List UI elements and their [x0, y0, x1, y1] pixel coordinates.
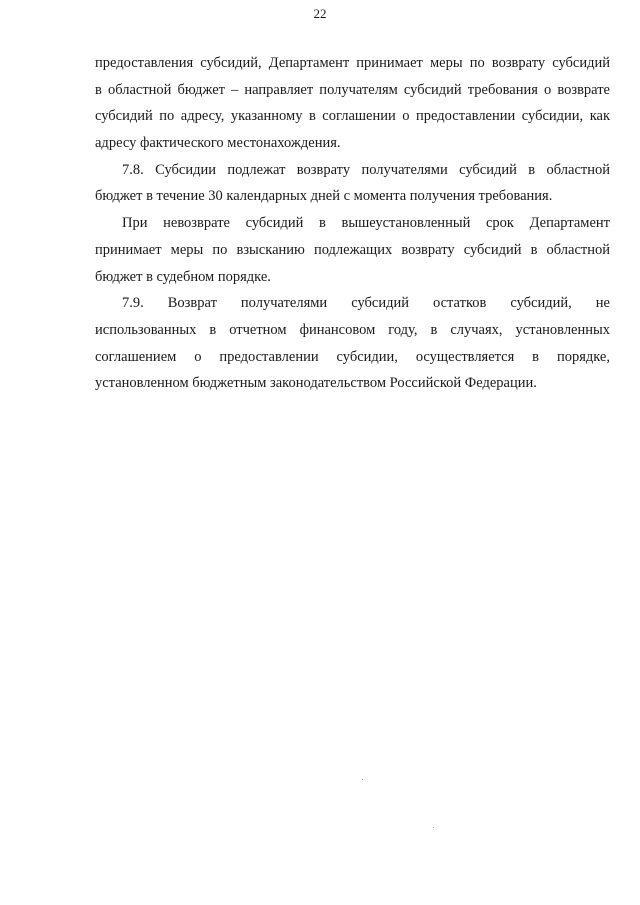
document-body — [95, 50, 610, 397]
text-line: 7.8. Субсидии подлежат возврату получателями субсидий в областной — [122, 161, 610, 178]
text-line: в областной бюджет – направляет получателям субсидий требования о возврате — [95, 81, 610, 98]
text-line: бюджет в течение 30 календарных дней с момента получения требования. — [95, 188, 553, 205]
page-number: 22 — [313, 6, 327, 21]
text-line: предоставления субсидий, Департамент принимает меры по возврату субсидий — [95, 55, 610, 71]
paragraph-clause-7-8 — [95, 157, 610, 210]
text-line: соглашением о предоставлении субсидии, осуществляется в порядке, — [95, 348, 610, 365]
text-line: принимает меры по взысканию подлежащих возврату субсидий в областной — [95, 241, 610, 258]
text-line: использованных в отчетном финансовом году, в случаях, установленных — [95, 321, 610, 338]
text-line: адресу фактического местонахождения. — [95, 135, 341, 152]
text-line: При невозврате субсидий в вышеустановленный срок Департамент — [122, 215, 610, 232]
text-line: бюджет в судебном порядке. — [95, 268, 271, 285]
text-line: 7.9. Возврат получателями субсидий остатков субсидий, не — [122, 295, 610, 312]
text-line: субсидий по адресу, указанному в соглашении о предоставлении субсидии, как — [95, 108, 610, 125]
paragraph-non-return — [95, 210, 610, 290]
paragraph-return-measures — [95, 50, 610, 157]
text-line: установленном бюджетным законодательством Российской Федерации. — [95, 375, 537, 392]
paragraph-clause-7-9 — [95, 290, 610, 397]
scan-speck — [433, 827, 434, 828]
scan-speck — [362, 779, 363, 780]
